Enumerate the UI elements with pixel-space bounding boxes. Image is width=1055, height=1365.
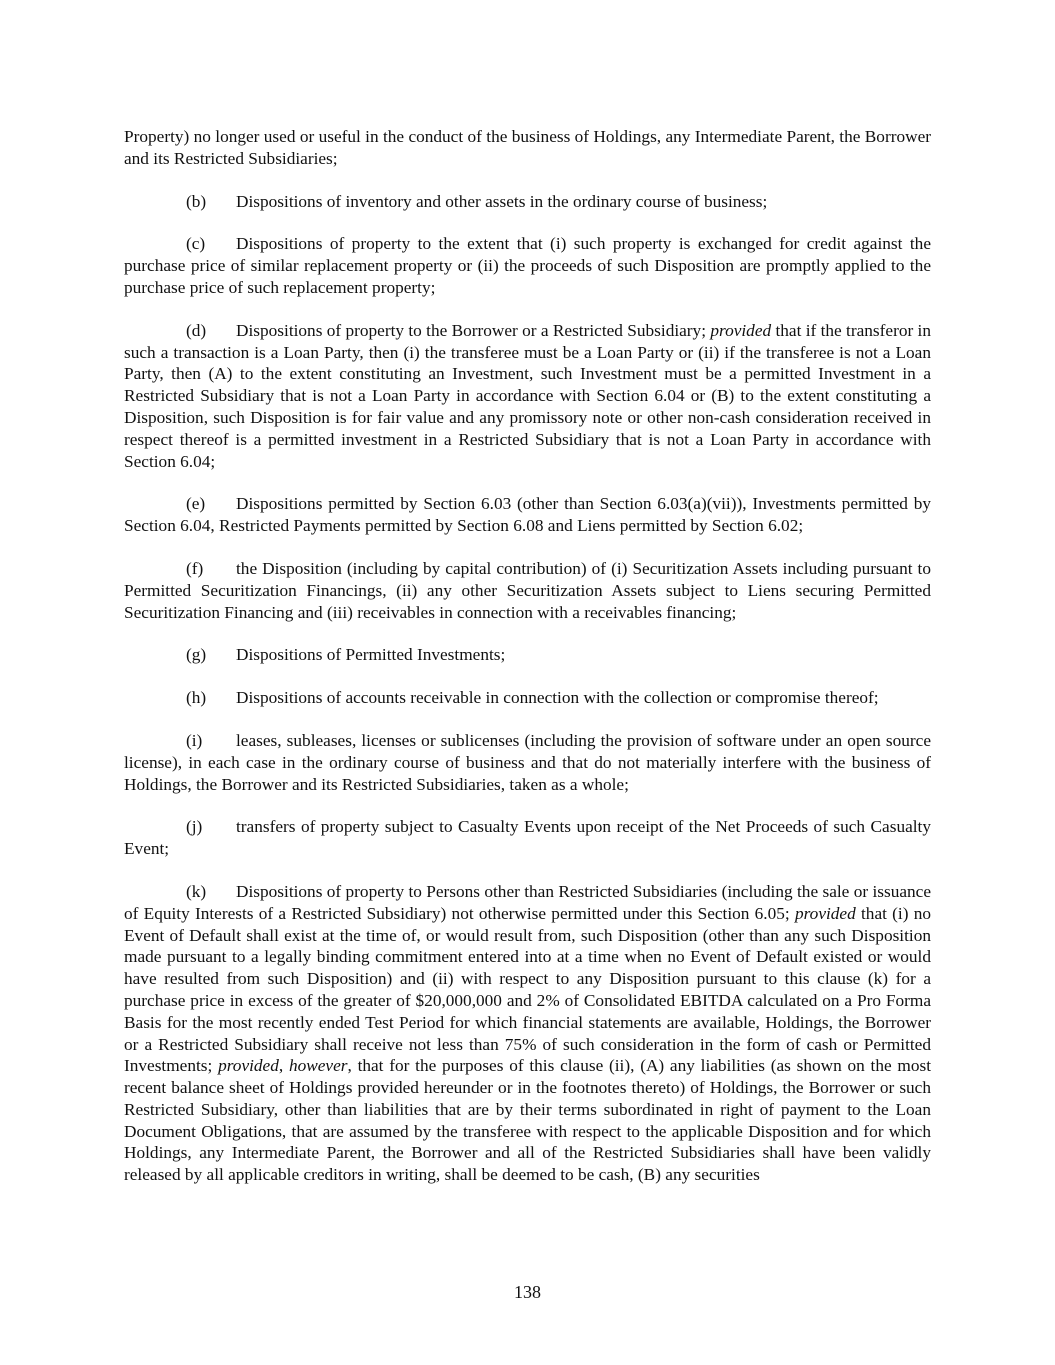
clause-label: (i): [186, 730, 203, 750]
clause-label: (g): [186, 645, 207, 665]
clause-text: the Disposition (including by capital contribution) of (i) Securitization Assets including pursuant to Permitted Securitization Financings, (ii) any other Securitization Assets subject to Liens securing Permitted Securitization Financing and (iii) receivables in connection with a receivables financing;: [124, 558, 931, 622]
clause-text: Dispositions permitted by Section 6.03 (other than Section 6.03(a)(vii)), Investments permitted by Section 6.04, Restricted Payments permitted by Section 6.08 and Liens permitted by Section 6.02;: [124, 494, 931, 536]
document-page: [124, 126, 931, 1207]
page-number: 138: [514, 1282, 541, 1302]
clause-text: ,: [278, 1056, 289, 1076]
clause-k: [124, 881, 931, 1186]
clause-label: (h): [186, 688, 207, 708]
clause-text: Dispositions of property to Persons other than Restricted Subsidiaries (including the sale or issuance of Equity Interests of a Restricted Subsidiary) not otherwise permitted under this Section 6.05;: [124, 881, 931, 923]
clause-text: Dispositions of property to the extent that (i) such property is exchanged for credit against the purchase price of similar replacement property or (ii) the proceeds of such Disposition are promptly applied to the purchase price of such replacement property;: [124, 234, 931, 297]
clause-label: (c): [186, 234, 206, 254]
clause-h: [124, 687, 931, 709]
clause-emphasis: provided: [794, 903, 856, 923]
clause-label: (k): [186, 881, 207, 901]
clause-text: that if the transferor in such a transaction is a Loan Party, then (i) the transferee must be a Loan Party or (ii) if the transferee is not a Loan Party, then (A) to the extent constituting an Investment, such Investment must be a permitted Investment in a Restricted Subsidiary that is not a Loan Party in accordance with Section 6.04 or (B) to the extent constituting a Disposition, such Disposition is for fair value and any promissory note or other non-cash consideration received in respect thereof is a permitted investment in a Restricted Subsidiary that is not a Loan Party in accordance with Section 6.04;: [124, 320, 932, 471]
clause-emphasis: provided: [218, 1056, 279, 1076]
clause-i: [124, 730, 931, 795]
clause-label: (b): [186, 191, 207, 211]
clause-b: [124, 191, 931, 213]
clause-text: Dispositions of inventory and other assets in the ordinary course of business;: [236, 191, 768, 211]
clause-emphasis: provided: [710, 320, 772, 340]
clause-text: Dispositions of property to the Borrower or a Restricted Subsidiary;: [236, 320, 711, 340]
clause-text: Dispositions of Permitted Investments;: [236, 645, 506, 665]
clause-text: transfers of property subject to Casualty Events upon receipt of the Net Proceeds of such Casualty Event;: [124, 817, 931, 859]
clause-g: [124, 644, 931, 666]
clause-e: [124, 493, 931, 537]
clause-label: (e): [186, 494, 206, 514]
clause-f: [124, 558, 931, 623]
continuation-paragraph: Property) no longer used or useful in the conduct of the business of Holdings, any Intermediate Parent, the Borrower and its Restricted Subsidiaries;: [124, 127, 931, 168]
clause-text: leases, subleases, licenses or sublicenses (including the provision of software under an open source license), in each case in the ordinary course of business and that do not materially interfere with the business of Holdings, the Borrower and its Restricted Subsidiaries, taken as a whole;: [124, 730, 931, 794]
clause-label: (j): [186, 817, 203, 837]
clause-text: that (i) no Event of Default shall exist at the time of, or would result from, such Disposition (other than any such Disposition made pursuant to a legally binding commitment entered into at a time when no Event of Default existed or would have resulted from such Disposition) and (ii) with respect to any Disposition pursuant to this clause (k) for a purchase price in excess of the greater of $20,000,000 and 2% of Consolidated EBITDA calculated on a Pro Forma Basis for the most recently ended Test Period for which financial statements are available, Holdings, the Borrower or a Restricted Subsidiary shall receive not less than 75% of such consideration in the form of cash or Permitted Investments;: [124, 903, 931, 1076]
clause-label: (f): [186, 558, 204, 578]
clause-emphasis: however: [288, 1056, 348, 1076]
clause-text: Dispositions of accounts receivable in connection with the collection or compromise thereof;: [236, 688, 879, 708]
clause-text: , that for the purposes of this clause (ii), (A) any liabilities (as shown on the most recent balance sheet of Holdings provided hereunder or in the footnotes thereto) of Holdings, the Borrower or such Restricted Subsidiary, other than liabilities that are by their terms subordinated in right of payment to the Loan Document Obligations, that are assumed by the transferee with respect to the applicable Disposition and for which Holdings, any Intermediate Parent, the Borrower and all of the Restricted Subsidiaries shall have been validly released by all applicable creditors in writing, shall be deemed to be cash, (B) any securities: [124, 1056, 931, 1185]
clause-d: [124, 320, 931, 473]
clause-j: [124, 816, 931, 860]
clause-label: (d): [186, 320, 207, 340]
clause-c: [124, 233, 931, 298]
